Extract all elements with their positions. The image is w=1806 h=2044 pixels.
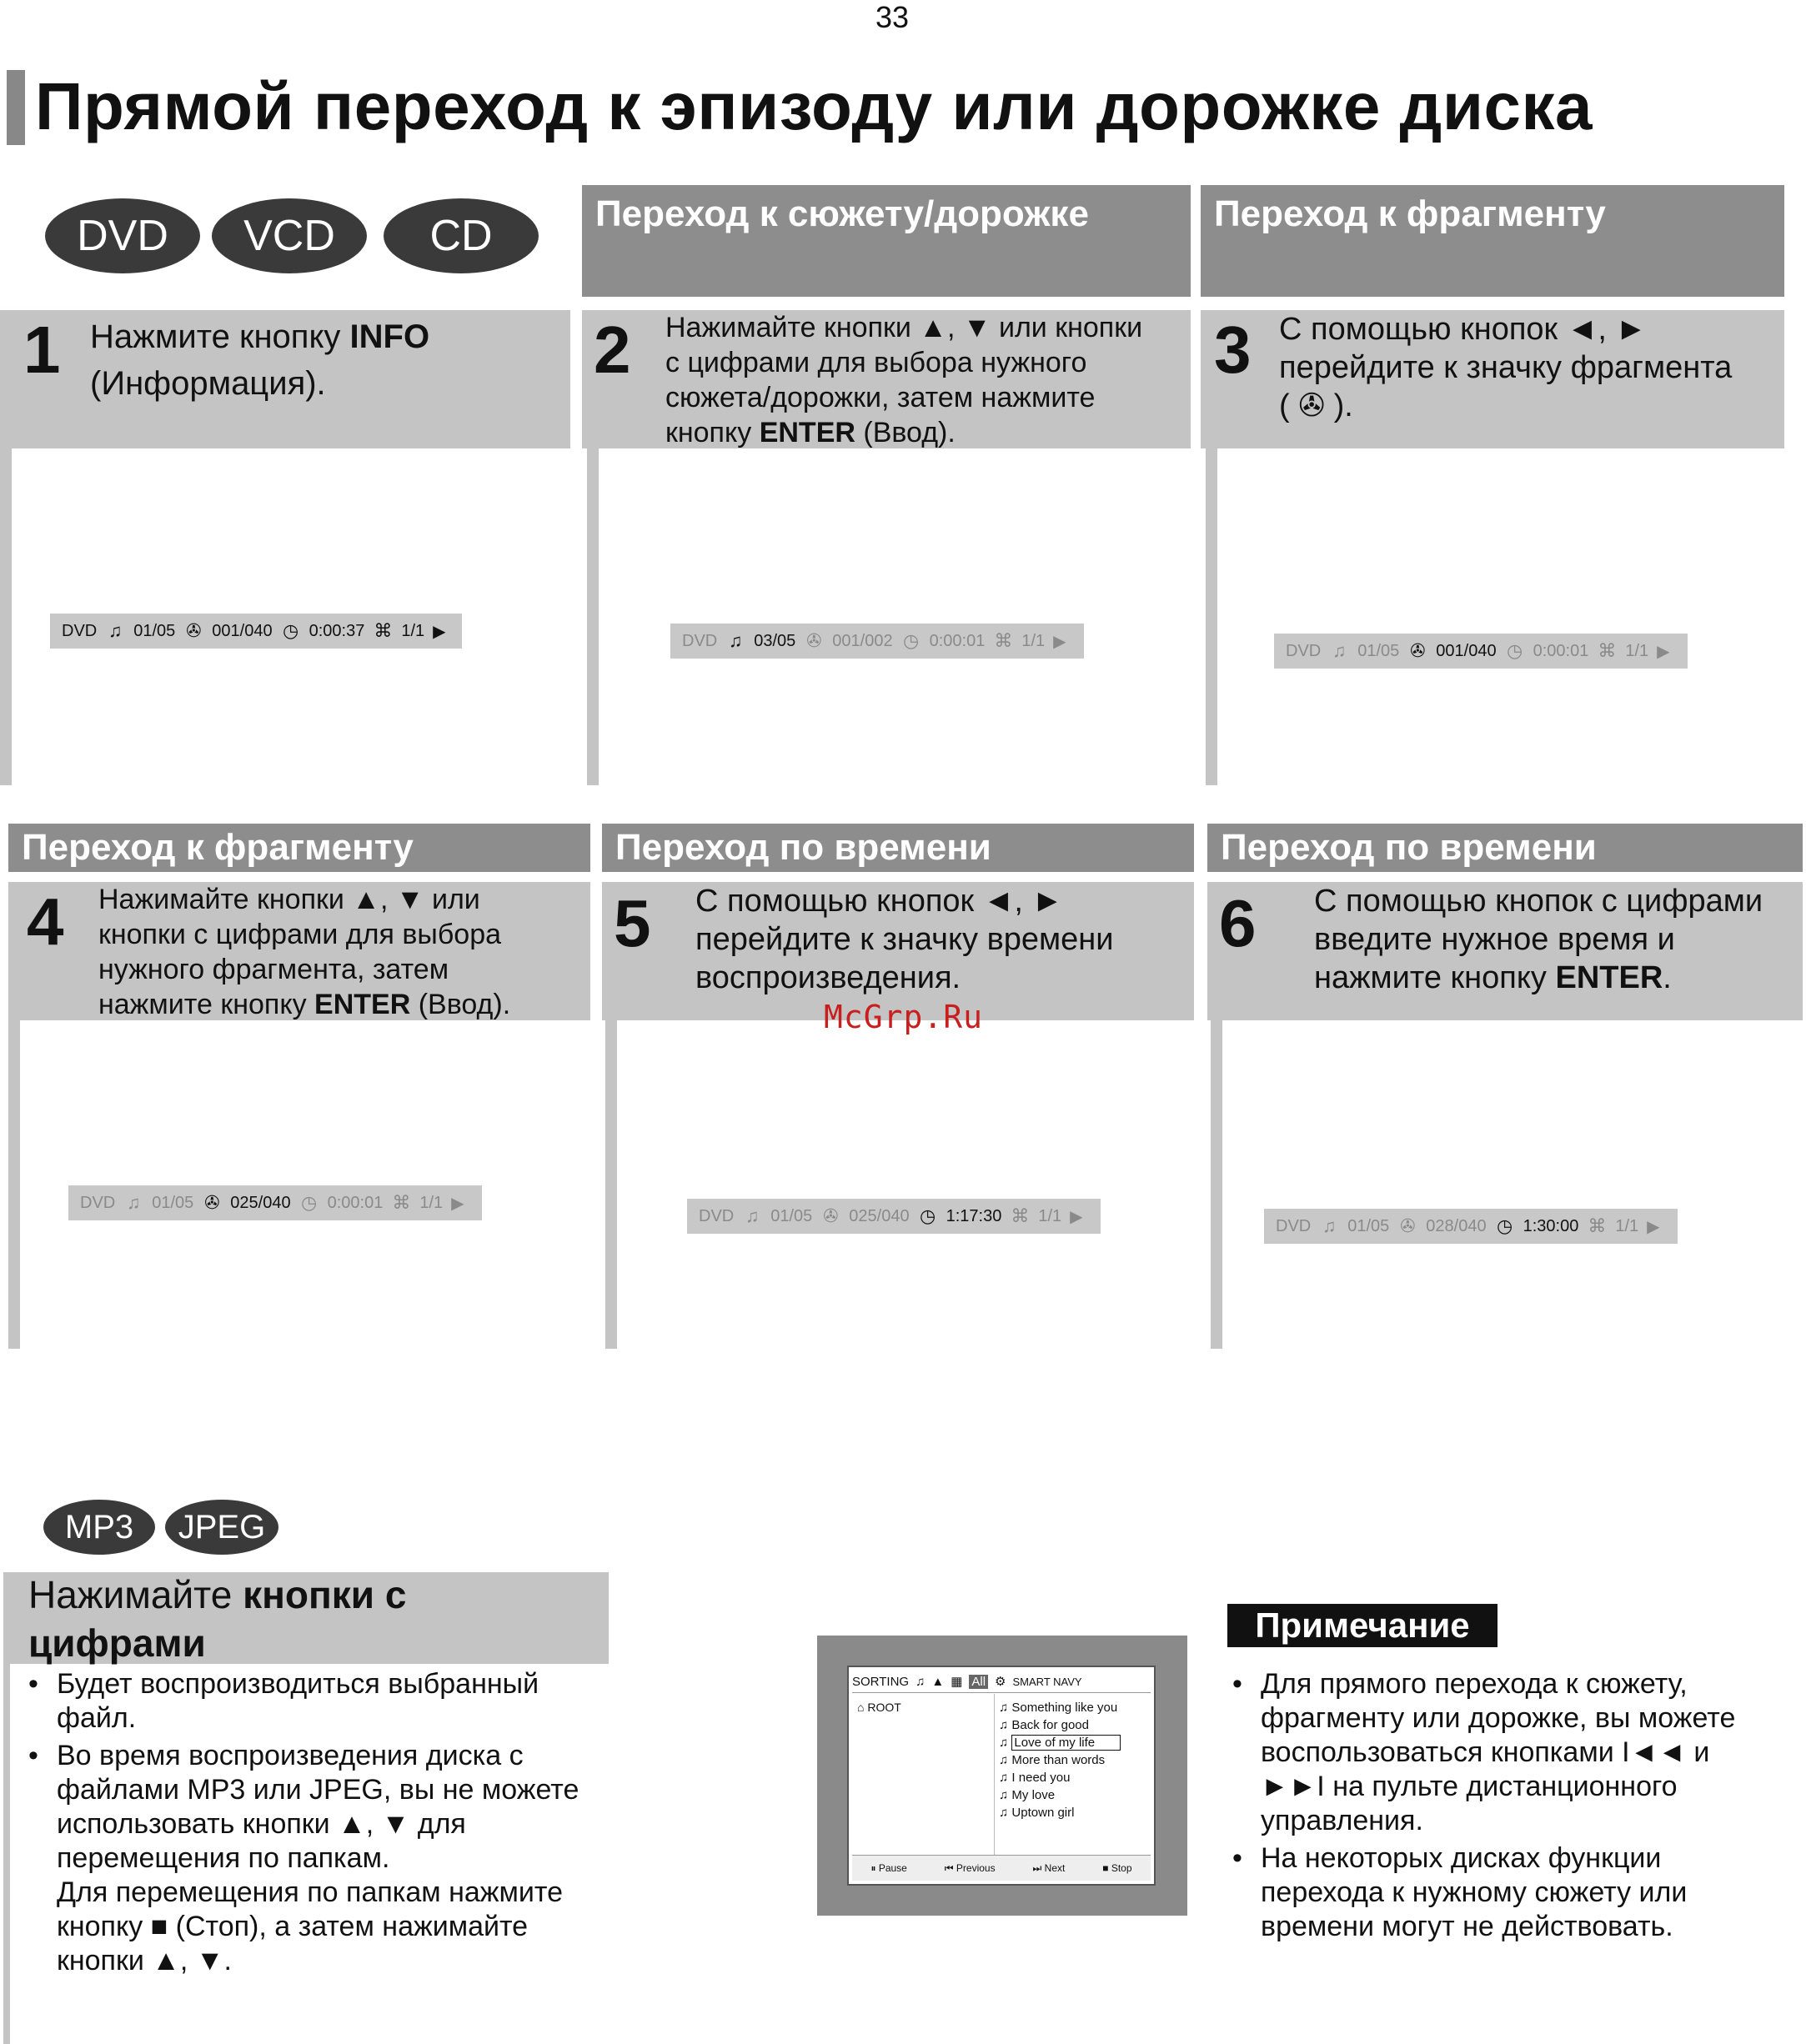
angle-icon: ⌘ (392, 1192, 411, 1213)
note-bullet-2-line-1: • На некоторых дисках функции (1261, 1842, 1662, 1874)
note-bullet-1-line-5: управления. (1261, 1805, 1423, 1836)
osd-title: 01/05 (152, 1193, 194, 1212)
track-name: I need you (1011, 1771, 1071, 1785)
note-bullet-2-line-3: времени могут не действовать. (1261, 1911, 1673, 1942)
osd-angle: 1/1 (401, 621, 425, 640)
osd-bar-2 (670, 624, 1084, 659)
step-6-line-2: введите нужное время и (1314, 922, 1675, 957)
step-6-text (1314, 882, 1763, 997)
osd-time: 0:00:01 (1533, 641, 1589, 660)
step-2-line-3: сюжета/дорожки, затем нажмите (665, 382, 1096, 413)
osd-angle: 1/1 (1615, 1216, 1639, 1235)
step-2-line-4: кнопку ENTER (Ввод). (665, 417, 956, 448)
smart-navy-label: SMART NAVY (1012, 1675, 1082, 1688)
chapter-icon: ✇ (806, 630, 822, 651)
osd-disc: DVD (1276, 1216, 1312, 1235)
osd-title: 03/05 (754, 631, 796, 650)
next-icon: ⏭ (1032, 1861, 1042, 1874)
step-1-text (90, 313, 429, 407)
osd-time: 0:00:01 (327, 1193, 384, 1212)
mp3-heading-plain: Нажимайте (28, 1573, 243, 1616)
music-filter-icon: ♫ (916, 1674, 926, 1689)
osd-bar-1 (50, 614, 462, 649)
title-icon: ♫ (126, 1192, 141, 1213)
mp3-bullet-2-line-7: кнопки ▲, ▼. (57, 1945, 232, 1976)
step-2-number: 2 (594, 313, 631, 387)
clock-icon: ◷ (902, 630, 920, 651)
osd-chapter: 001/040 (1436, 641, 1497, 660)
page-number: 33 (875, 0, 910, 34)
disc-badge-dvd: DVD (45, 198, 200, 273)
chapter-icon: ✇ (823, 1205, 839, 1226)
step-4-line-2: кнопки с цифрами для выбора (98, 919, 502, 950)
page-title: Прямой переход к эпизоду или дорожке диска (35, 69, 1593, 143)
title-icon: ♫ (728, 630, 743, 651)
clock-icon: ◷ (300, 1192, 318, 1213)
step-4-text (98, 882, 510, 1022)
previous-label: Previous (956, 1861, 996, 1874)
file-badge-jpeg: JPEG (165, 1500, 278, 1555)
step-5-number: 5 (614, 886, 651, 960)
title-icon: ♫ (1332, 640, 1347, 661)
track-name: Back for good (1011, 1718, 1089, 1732)
step-1-line-1: Нажмите кнопку INFO (90, 318, 430, 355)
track-name: Love of my life (1011, 1735, 1121, 1751)
note-bullet-list (1232, 1667, 1799, 1944)
track-item: ♫ I need you (999, 1771, 1071, 1785)
watermark: McGrp.Ru (824, 999, 984, 1035)
photo-filter-icon: ▲ (931, 1674, 945, 1689)
mp3-heading-bold-1: кнопки с (243, 1573, 407, 1616)
step-4-side-bar (8, 882, 20, 1349)
mp3-bullet-2-line-3: использовать кнопки ▲, ▼ для (57, 1808, 466, 1840)
note-bullet-2 (1232, 1841, 1799, 1944)
step-3-text (1279, 310, 1732, 425)
play-icon: ▶ (1053, 632, 1066, 651)
play-icon: ▶ (1070, 1207, 1083, 1226)
section-header-chapter: Переход к фрагменту (1201, 185, 1784, 297)
osd-title: 01/05 (770, 1206, 813, 1225)
play-icon: ▶ (451, 1194, 464, 1213)
step-5-line-1: С помощью кнопок ◄, ► (695, 884, 1064, 919)
next-control (1033, 1862, 1066, 1875)
osd-bar-5 (687, 1199, 1101, 1234)
osd-chapter: 025/040 (230, 1193, 291, 1212)
browser-control-bar (852, 1855, 1151, 1881)
note-bullet-1-line-1: • Для прямого перехода к сюжету, (1261, 1668, 1688, 1700)
step-2-line-2: с цифрами для выбора нужного (665, 347, 1087, 378)
osd-bar-6 (1264, 1209, 1678, 1244)
step-6-line-3: нажмите кнопку ENTER. (1314, 960, 1672, 995)
pause-control (870, 1862, 906, 1875)
sorting-label: SORTING (852, 1674, 910, 1689)
osd-angle: 1/1 (419, 1193, 444, 1212)
track-item: ♫ Uptown girl (999, 1806, 1075, 1820)
all-filter: All (969, 1675, 988, 1689)
mp3-bullet-2-line-4: перемещения по папкам. (57, 1842, 390, 1874)
play-icon: ▶ (1647, 1217, 1660, 1236)
osd-disc: DVD (62, 621, 98, 640)
browser-divider (994, 1694, 995, 1857)
osd-chapter: 001/040 (212, 621, 273, 640)
osd-disc: DVD (682, 631, 718, 650)
track-item: ♫ More than words (999, 1753, 1106, 1767)
osd-angle: 1/1 (1021, 631, 1046, 650)
osd-bar-4 (68, 1185, 482, 1220)
step-1-number: 1 (23, 313, 61, 387)
osd-disc: DVD (80, 1193, 116, 1212)
disc-badge-vcd: VCD (212, 198, 367, 273)
note-bullet-2-line-2: перехода к нужному сюжету или (1261, 1876, 1688, 1908)
step-5-line-2: перейдите к значку времени (695, 922, 1114, 957)
angle-icon: ⌘ (994, 630, 1013, 651)
osd-chapter: 025/040 (849, 1206, 910, 1225)
osd-time: 1:17:30 (946, 1206, 1002, 1225)
previous-icon: ⏮ (944, 1861, 954, 1874)
stop-icon: ■ (1102, 1862, 1109, 1874)
osd-angle: 1/1 (1038, 1206, 1062, 1225)
chapter-icon: ✇ (204, 1192, 220, 1213)
step-5-text (695, 882, 1114, 997)
angle-icon: ⌘ (1598, 640, 1617, 661)
mp3-bullet-2-line-1: • Во время воспроизведения диска с (57, 1740, 524, 1771)
step-1-line-2: (Информация). (90, 365, 326, 402)
root-label: ROOT (867, 1701, 901, 1714)
track-name: Something like you (1011, 1701, 1118, 1715)
osd-time: 0:00:37 (309, 621, 365, 640)
angle-icon: ⌘ (1011, 1205, 1030, 1226)
mp3-heading (28, 1571, 406, 1667)
mp3-bullet-2-line-2: файлами MP3 или JPEG, вы не можете (57, 1774, 579, 1806)
section-header-chapter-2: Переход к фрагменту (8, 824, 590, 872)
clock-icon: ◷ (282, 620, 299, 641)
stop-control (1102, 1862, 1131, 1874)
osd-time: 0:00:01 (929, 631, 986, 650)
clock-icon: ◷ (1506, 640, 1523, 661)
pause-label: Pause (878, 1861, 907, 1874)
mp3-bullet-2-line-6: кнопку ■ (Стоп), а затем нажимайте (57, 1911, 529, 1942)
note-bullet-1-line-3: воспользоваться кнопками I◄◄ и (1261, 1736, 1710, 1768)
angle-icon: ⌘ (374, 620, 393, 641)
osd-title: 01/05 (1347, 1216, 1390, 1235)
mp3-bullet-list (28, 1667, 629, 1978)
osd-disc: DVD (1286, 641, 1322, 660)
step-6-number: 6 (1219, 886, 1257, 960)
clock-icon: ◷ (919, 1205, 936, 1226)
section-header-time-2: Переход по времени (1207, 824, 1803, 872)
pause-icon: ⏸ (870, 1861, 876, 1874)
video-filter-icon: ▦ (951, 1675, 963, 1689)
play-icon: ▶ (433, 622, 446, 641)
track-item: ♫ Something like you (999, 1701, 1118, 1715)
track-item-selected: ♫ Love of my life (999, 1734, 1121, 1751)
step-3-number: 3 (1214, 313, 1252, 387)
track-item: ♫ My love (999, 1788, 1056, 1802)
next-label: Next (1044, 1861, 1066, 1874)
step-4-line-3: нужного фрагмента, затем (98, 954, 449, 985)
step-4-number: 4 (27, 884, 64, 959)
title-icon: ♫ (745, 1205, 760, 1226)
note-bullet-1-line-2: фрагменту или дорожке, вы можете (1261, 1702, 1736, 1734)
track-name: More than words (1011, 1753, 1106, 1767)
title-accent-bar (7, 70, 25, 145)
track-item: ♫ Back for good (999, 1718, 1089, 1732)
step-4-line-1: Нажимайте кнопки ▲, ▼ или (98, 884, 480, 915)
root-folder (857, 1701, 901, 1714)
osd-angle: 1/1 (1625, 641, 1649, 660)
osd-bar-3 (1274, 634, 1688, 669)
step-3-line-1: С помощью кнопок ◄, ► (1279, 312, 1648, 347)
step-2-text (665, 310, 1142, 450)
mp3-side-bar (3, 1572, 10, 2044)
step-5-line-3: воспроизведения. (695, 960, 961, 995)
osd-title: 01/05 (133, 621, 176, 640)
osd-chapter: 001/002 (832, 631, 893, 650)
track-name: My love (1011, 1788, 1056, 1802)
gear-icon: ⚙ (995, 1675, 1006, 1689)
section-header-time: Переход по времени (602, 824, 1194, 872)
previous-control (945, 1862, 996, 1875)
note-header: Примечание (1227, 1604, 1497, 1647)
clock-icon: ◷ (1496, 1215, 1513, 1236)
title-icon: ♫ (108, 620, 123, 641)
step-3-line-2: перейдите к значку фрагмента (1279, 350, 1733, 385)
angle-icon: ⌘ (1588, 1215, 1607, 1236)
play-icon: ▶ (1657, 642, 1670, 661)
mp3-bullet-1-line-1: • Будет воспроизводиться выбранный (57, 1668, 539, 1700)
osd-time: 1:30:00 (1523, 1216, 1579, 1235)
mp3-bullet-2 (28, 1739, 629, 1978)
mp3-bullet-2-line-5: Для перемещения по папкам нажмите (57, 1876, 564, 1908)
track-list (999, 1699, 1121, 1821)
file-browser-screen (847, 1666, 1156, 1886)
chapter-icon: ✇ (1410, 640, 1426, 661)
stop-label: Stop (1111, 1862, 1132, 1874)
osd-title: 01/05 (1357, 641, 1400, 660)
mp3-heading-bold-2: цифрами (28, 1621, 206, 1665)
step-3-line-3: ( ✇ ). (1279, 388, 1353, 423)
mp3-bullet-1 (28, 1667, 629, 1736)
disc-badge-cd: CD (384, 198, 539, 273)
osd-disc: DVD (699, 1206, 735, 1225)
step-4-line-4: нажмите кнопку ENTER (Ввод). (98, 989, 511, 1020)
chapter-icon: ✇ (186, 620, 202, 641)
browser-top-bar (852, 1671, 1151, 1693)
chapter-icon: ✇ (1400, 1215, 1416, 1236)
title-icon: ♫ (1322, 1215, 1337, 1236)
section-header-title-track: Переход к сюжету/дорожке (582, 185, 1191, 297)
folder-icon: ⌂ (857, 1701, 865, 1714)
file-badge-mp3: MP3 (43, 1500, 155, 1555)
track-name: Uptown girl (1011, 1806, 1075, 1820)
step-6-line-1: С помощью кнопок с цифрами (1314, 884, 1763, 919)
step-2-line-1: Нажимайте кнопки ▲, ▼ или кнопки (665, 312, 1143, 343)
mp3-bullet-1-line-2: файл. (57, 1702, 137, 1734)
note-bullet-1-line-4: ►►I на пульте дистанционного (1261, 1771, 1678, 1802)
step-1-side-bar (0, 310, 12, 785)
osd-chapter: 028/040 (1426, 1216, 1487, 1235)
note-bullet-1 (1232, 1667, 1799, 1838)
